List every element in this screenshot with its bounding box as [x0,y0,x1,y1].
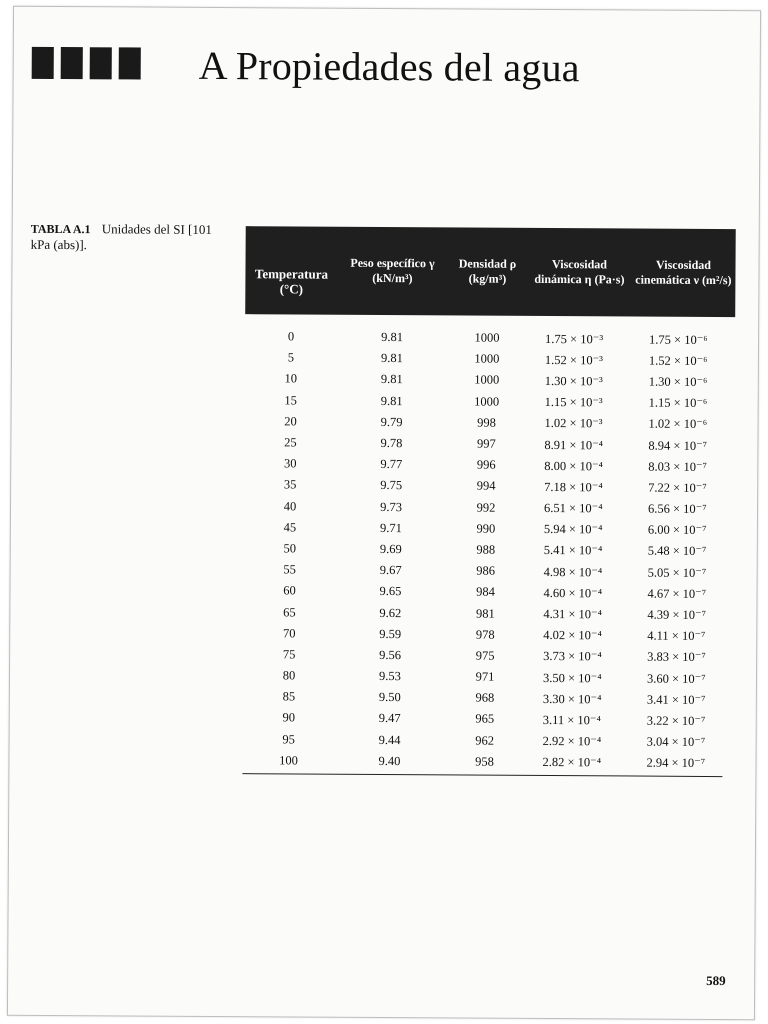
table-cell: 80 [282,668,296,683]
chapter-marker-bar [90,47,112,79]
table-cell: 4.39 × 10⁻⁷ [647,607,707,623]
table-cell: 3.50 × 10⁻⁴ [542,670,602,685]
header-kinematic-viscosity: Viscosidad cinemática ν (m²/s) [635,257,732,288]
table-cell: 9.62 [379,605,402,620]
table-cell: 5 [287,350,295,365]
table-header [245,226,736,317]
table-cell: 95 [282,732,295,747]
table-cell: 9.67 [379,563,402,578]
table-cell: 8.91 × 10⁻⁴ [544,437,604,452]
table-caption [31,221,221,254]
table-cell: 4.11 × 10⁻⁷ [647,628,706,644]
table-cell: 9.81 [380,393,403,408]
table-cell: 9.69 [379,541,402,557]
table-cell: 85 [282,689,296,704]
table-cell: 990 [476,521,496,536]
table-cell: 3.73 × 10⁻⁴ [543,649,602,664]
table-row [245,347,735,371]
table-cell: 6.56 × 10⁻⁷ [647,501,707,517]
table-cell: 9.56 [379,647,402,663]
table-cell: 9.50 [378,690,401,705]
table-row [245,390,735,414]
table-row [242,750,732,774]
table-cell: 4.31 × 10⁻⁴ [543,607,603,622]
table-cell: 1.52 × 10⁻³ [544,352,604,368]
table-body [242,314,735,774]
chapter-marker-bar [119,47,141,79]
header-temperature: Temperatura (°C) [254,266,329,297]
table-cell: 3.83 × 10⁻⁷ [647,650,706,665]
table-cell: 70 [282,626,296,641]
table-cell: 9.81 [381,330,404,345]
book-page [7,6,761,1021]
table-cell: 1000 [474,330,500,345]
table-cell: 9.77 [380,457,403,472]
table-cell: 978 [475,627,495,642]
table-cell: 1.02 × 10⁻³ [544,416,603,431]
table-cell: 994 [476,478,496,494]
table-cell: 8.94 × 10⁻⁷ [648,438,708,453]
table-cell: 1.30 × 10⁻⁶ [648,374,708,389]
table-cell: 1000 [474,351,500,366]
table-row [245,369,735,393]
table-cell: 6.00 × 10⁻⁷ [647,522,707,538]
table-row [243,602,733,626]
table-cell: 965 [475,712,495,727]
table-cell: 1.02 × 10⁻⁶ [648,416,708,432]
table-caption-label: TABLA A.1 [30,221,91,237]
table-cell: 1.30 × 10⁻³ [544,373,603,389]
table-row [244,538,734,562]
table-cell: 6.51 × 10⁻⁴ [543,501,603,516]
table-cell: 25 [284,435,297,450]
table-cell: 9.79 [380,414,403,429]
table-cell: 984 [476,584,495,600]
table-cell: 4.98 × 10⁻⁴ [543,564,603,579]
table-row [243,665,733,689]
table-cell: 9.81 [380,372,403,387]
table-row [243,686,733,710]
table-cell: 2.82 × 10⁻⁴ [542,755,602,770]
water-properties-table [242,226,735,777]
table-row [244,411,734,435]
table-cell: 9.44 [378,732,401,747]
table-cell: 9.73 [380,499,403,514]
table-cell: 90 [282,710,296,725]
table-row [244,496,734,520]
table-cell: 1000 [474,394,500,409]
table-cell: 2.92 × 10⁻⁴ [542,734,602,749]
chapter-marker-bar [32,47,54,79]
table-cell: 997 [477,436,496,451]
table-row [244,517,734,541]
table-cell: 1.75 × 10⁻⁶ [649,332,708,347]
table-cell: 968 [475,690,495,705]
table-cell: 55 [283,562,296,577]
page-number: 589 [706,972,726,989]
table-cell: 1.15 × 10⁻³ [544,395,603,410]
table-cell: 958 [475,754,494,769]
table-cell: 962 [475,733,495,748]
chapter-marker-bar [61,47,83,79]
table-row [243,708,733,732]
table-cell: 3.60 × 10⁻⁷ [646,671,706,686]
table-cell: 1.15 × 10⁻⁶ [648,395,708,411]
header-specific-weight: Peso específico γ (kN/m³) [350,255,435,286]
table-cell: 996 [476,457,496,472]
table-cell: 8.00 × 10⁻⁴ [544,458,603,474]
table-row [243,729,733,753]
table-cell: 3.04 × 10⁻⁷ [646,734,706,750]
table-cell: 1.75 × 10⁻³ [545,331,604,346]
table-row [244,474,734,498]
table-cell: 9.53 [379,669,401,684]
table-cell: 7.18 × 10⁻⁴ [544,479,603,495]
table-cell: 992 [476,500,496,515]
table-cell: 9.40 [378,753,401,768]
table-cell: 5.41 × 10⁻⁴ [543,543,603,558]
chapter-marker-bars [32,47,141,80]
table-row [243,644,733,668]
table-cell: 998 [477,415,496,430]
table-cell: 3.22 × 10⁻⁷ [646,713,706,728]
table-cell: 7.22 × 10⁻⁷ [648,480,707,495]
table-cell: 1000 [474,373,500,388]
table-cell: 4.67 × 10⁻⁷ [647,586,707,601]
table-cell: 8.03 × 10⁻⁷ [648,459,707,474]
chapter-title: A Propiedades del agua [198,42,580,91]
table-bottom-rule [242,773,722,777]
table-cell: 9.81 [380,351,403,366]
table-row [243,623,733,647]
table-cell: 5.94 × 10⁻⁴ [543,522,603,537]
table-cell: 3.41 × 10⁻⁷ [646,692,706,707]
table-row [244,559,734,583]
table-cell: 2.94 × 10⁻⁷ [646,755,706,771]
table-cell: 5.48 × 10⁻⁷ [647,544,707,559]
table-cell: 9.75 [380,478,403,493]
table-cell: 1.52 × 10⁻⁶ [648,353,708,368]
table-cell: 20 [284,414,297,429]
table-cell: 975 [475,648,495,663]
table-cell: 9.65 [379,584,402,599]
table-cell: 988 [476,542,496,557]
table-cell: 5.05 × 10⁻⁷ [647,565,707,580]
table-row [243,580,733,604]
table-cell: 981 [475,606,495,621]
table-row [244,453,734,477]
table-cell: 3.30 × 10⁻⁴ [542,691,602,707]
table-row [245,326,735,350]
table-cell: 4.60 × 10⁻⁴ [543,585,603,601]
table-cell: 3.11 × 10⁻⁴ [542,712,601,728]
table-cell: 10 [284,371,298,386]
table-caption-text: Unidades del SI [101 kPa (abs)]. [30,221,212,253]
table-cell: 9.59 [379,626,402,641]
header-dynamic-viscosity: Viscosidad dinámica η (Pa·s) [534,257,625,287]
table-cell: 35 [283,477,297,492]
table-cell: 40 [283,498,297,514]
table-cell: 100 [279,753,298,768]
table-cell: 4.02 × 10⁻⁴ [543,628,602,643]
table-cell: 0 [287,329,295,344]
table-cell: 9.78 [380,436,403,451]
table-cell: 30 [284,456,297,471]
table-cell: 9.71 [379,520,402,535]
table-cell: 75 [282,647,296,662]
table-cell: 65 [283,604,296,619]
table-cell: 45 [283,520,297,535]
table-cell: 9.47 [378,711,401,726]
table-row [244,432,734,456]
table-cell: 15 [284,393,297,408]
table-cell: 50 [283,541,297,556]
table-cell: 971 [475,669,495,684]
table-cell: 60 [283,583,296,598]
table-cell: 986 [476,563,496,578]
header-density: Densidad ρ (kg/m³) [458,256,517,286]
